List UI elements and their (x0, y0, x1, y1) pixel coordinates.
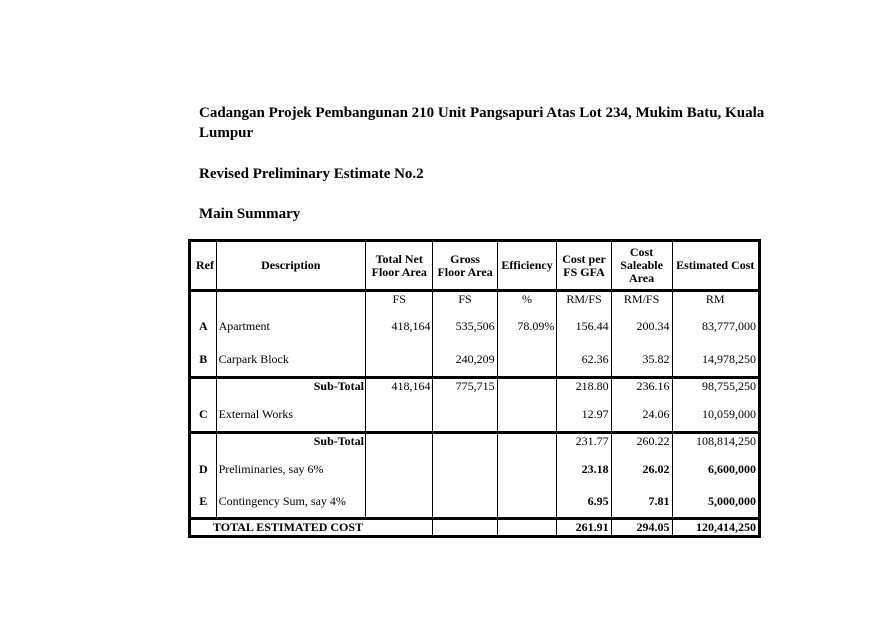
header-gross-floor-area: Gross Floor Area (433, 241, 497, 291)
header-efficiency: Efficiency (497, 241, 557, 291)
table-row: C External Works 12.97 24.06 10,059,000 (190, 398, 760, 433)
unit-gfa: FS (433, 291, 497, 311)
unit-cost-saleable: RM/FS (611, 291, 672, 311)
unit-efficiency: % (497, 291, 557, 311)
total-row (190, 519, 760, 537)
unit-cost-per-gfa: RM/FS (557, 291, 611, 311)
header-description: Description (216, 241, 365, 291)
document-title: Cadangan Projek Pembangunan 210 Unit Pangsapuri Atas Lot 234, Mukim Batu, Kuala Lumpur (199, 105, 765, 141)
subtotal-row: Sub-Total 418,164 775,715 218.80 236.16 98,755,250 (190, 378, 760, 399)
header-cost-saleable-area: Cost Saleable Area (611, 241, 672, 291)
table-row: E Contingency Sum, say 4% 6.95 7.81 5,000,000 (190, 486, 760, 519)
header-cost-per-fs-gfa: Cost per FS GFA (557, 241, 611, 291)
total-label: TOTAL ESTIMATED COST (190, 519, 433, 537)
section-heading: Main Summary (199, 206, 301, 222)
unit-tnfa: FS (365, 291, 433, 311)
total-estimated-cost: 120,414,250 (672, 519, 760, 537)
table-row: B Carpark Block 240,209 62.36 35.82 14,978,250 (190, 343, 760, 378)
estimate-subtitle: Revised Preliminary Estimate No.2 (199, 166, 424, 182)
estimate-table (188, 239, 761, 538)
table-row: D Preliminaries, say 6% 23.18 26.02 6,600,000 (190, 453, 760, 486)
total-cost-per-gfa: 261.91 (557, 519, 611, 537)
header-ref: Ref (190, 241, 217, 291)
total-cost-saleable: 294.05 (611, 519, 672, 537)
header-total-net-floor-area: Total Net Floor Area (365, 241, 433, 291)
unit-estimated-cost: RM (672, 291, 760, 311)
subtotal-row: Sub-Total 231.77 260.22 108,814,250 (190, 433, 760, 454)
table-row: A Apartment 418,164 535,506 78.09% 156.44 200.34 83,777,000 (190, 310, 760, 343)
header-estimated-cost: Estimated Cost (672, 241, 760, 291)
units-row (190, 291, 760, 311)
header-row (190, 241, 760, 291)
